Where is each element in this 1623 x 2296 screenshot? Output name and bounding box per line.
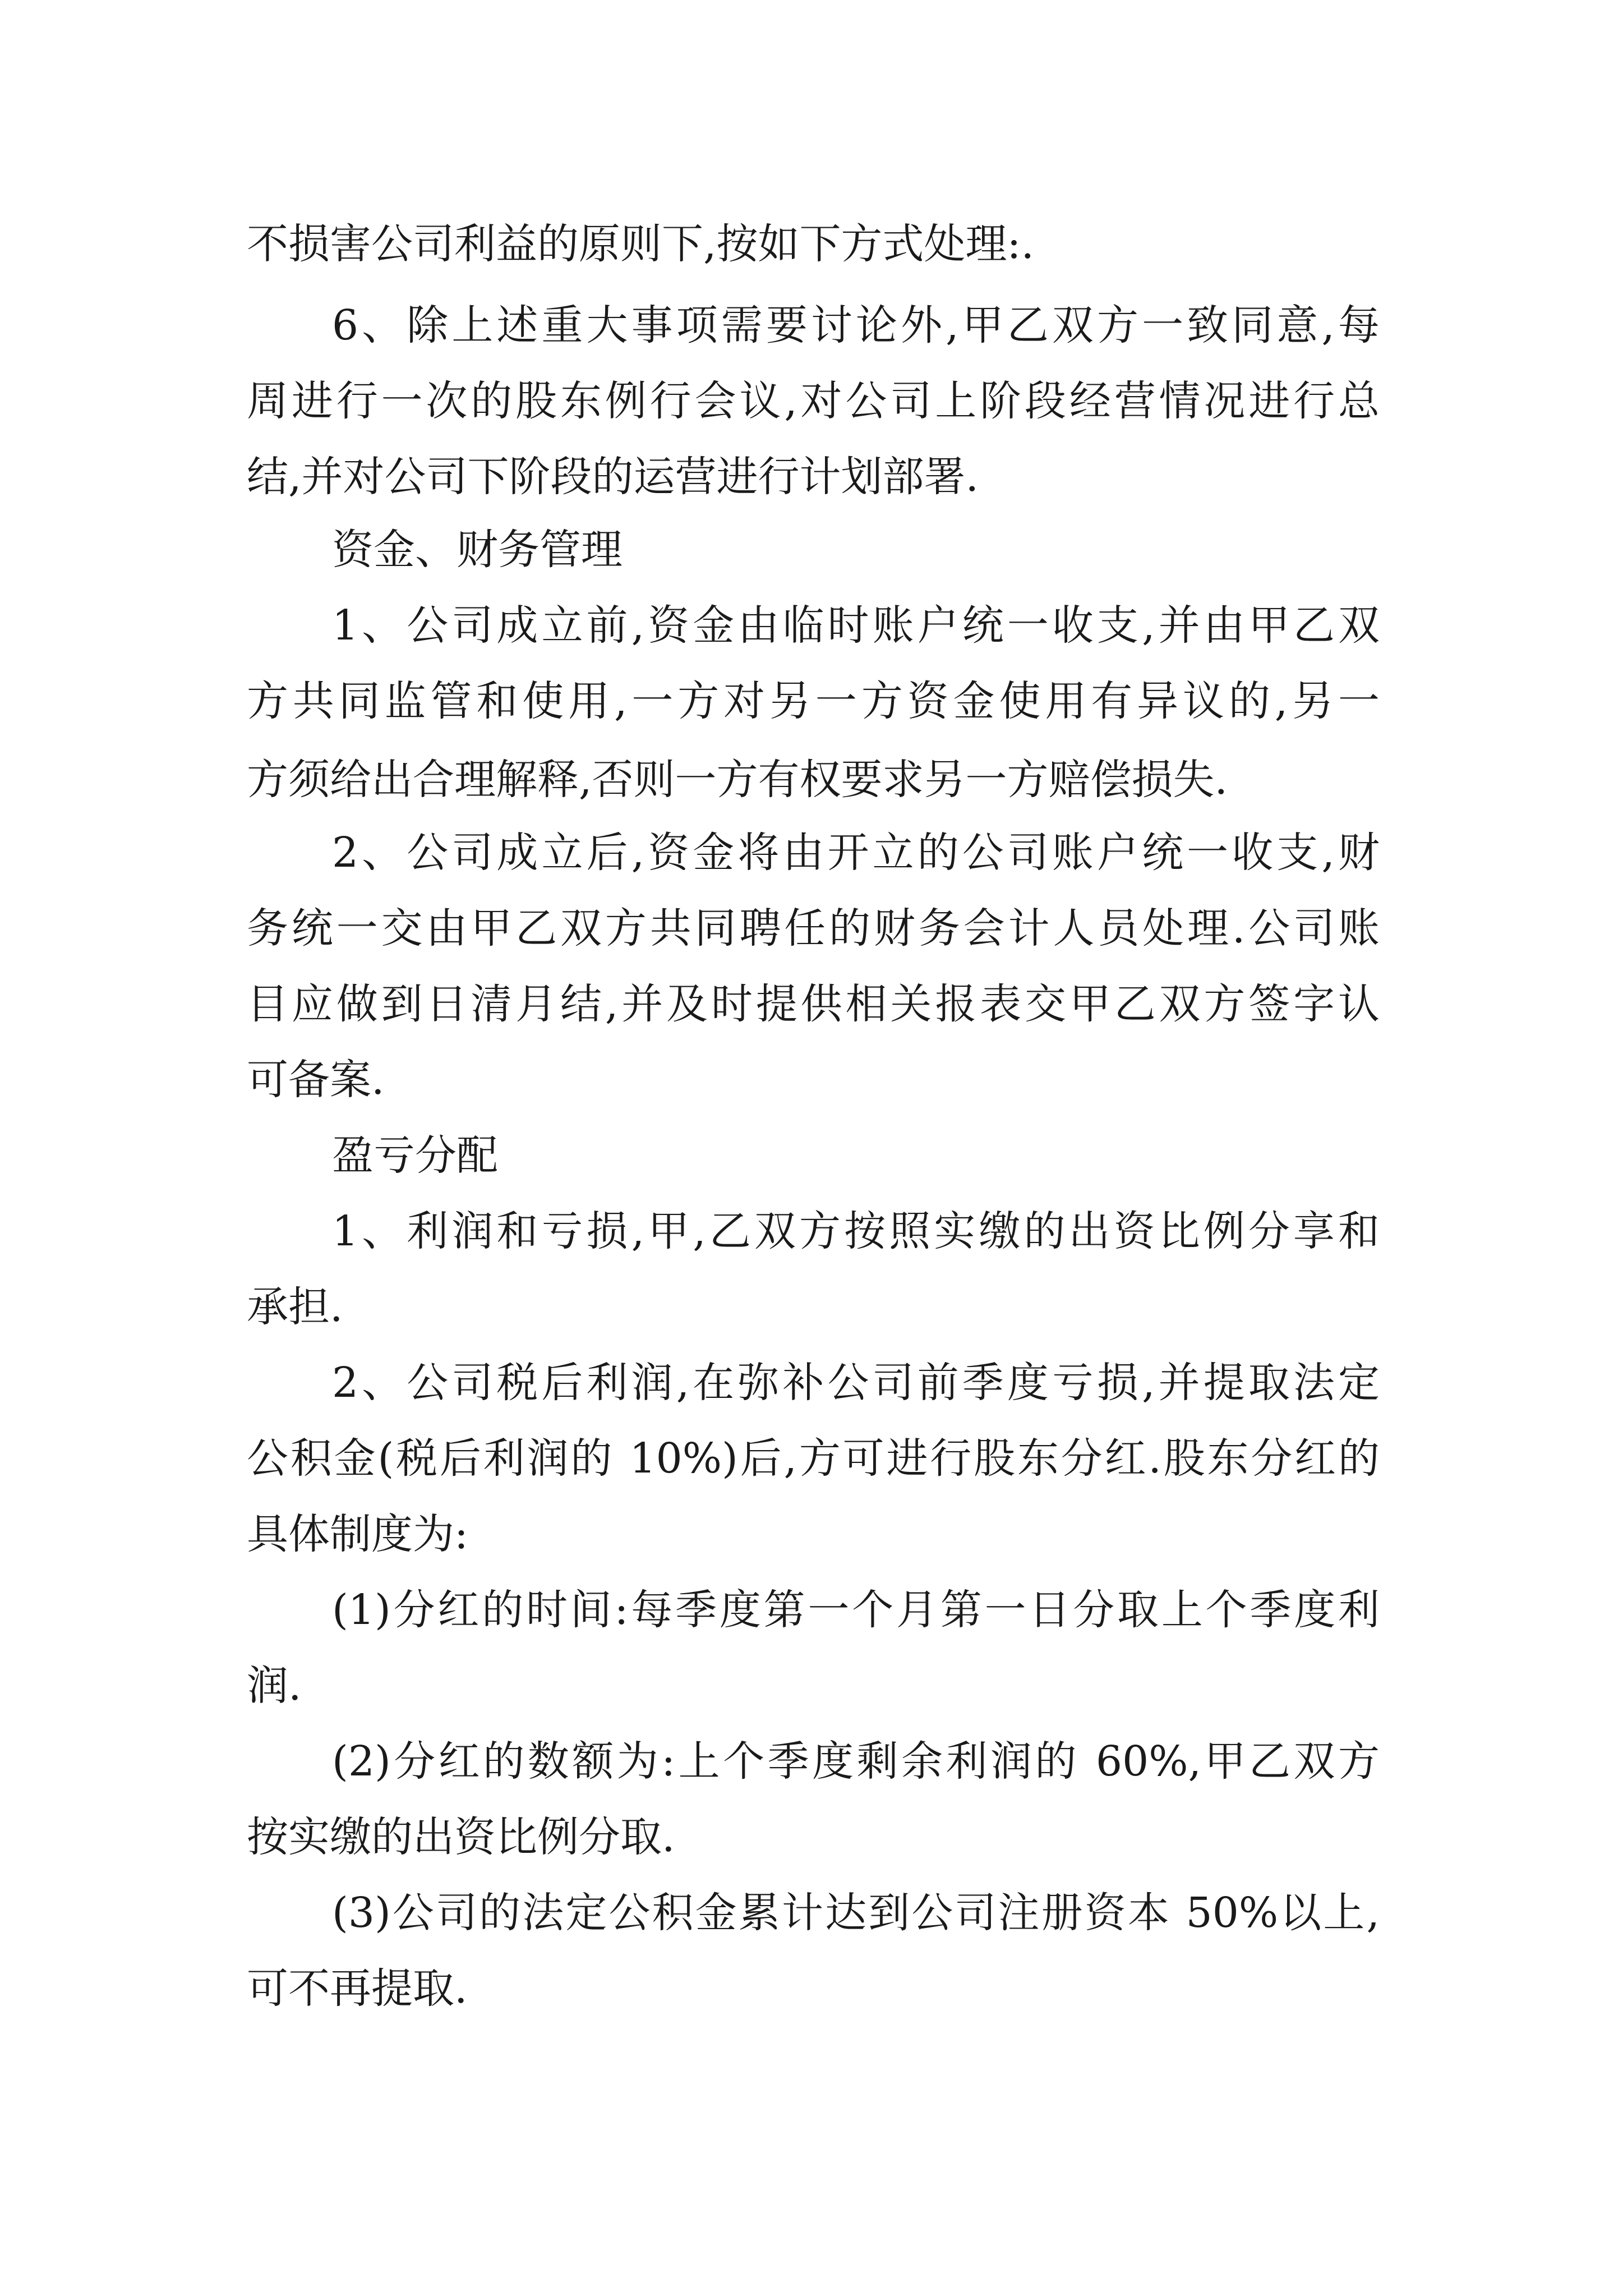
text-line: 周进行一次的股东例行会议,对公司上阶段经营情况进行总 (247, 377, 1380, 425)
text-line: 6、除上述重大事项需要讨论外,甲乙双方一致同意,每 (332, 301, 1380, 349)
text-line: 结,并对公司下阶段的运营进行计划部署. (247, 453, 979, 501)
text-line: 1、公司成立前,资金由临时账户统一收支,并由甲乙双 (332, 601, 1380, 650)
text-line: 承担. (247, 1283, 343, 1331)
text-line: 具体制度为: (247, 1510, 468, 1558)
section-heading: 资金、财务管理 (332, 526, 623, 574)
text-line: 务统一交由甲乙双方共同聘任的财务会计人员处理.公司账 (247, 904, 1380, 953)
text-line: 不损害公司利益的原则下,按如下方式处理:. (247, 220, 1034, 268)
text-line: 2、公司税后利润,在弥补公司前季度亏损,并提取法定 (332, 1359, 1380, 1407)
text-line: (3)公司的法定公积金累计达到公司注册资本 50%以上, (332, 1889, 1380, 1937)
text-line: 按实缴的出资比例分取. (247, 1813, 675, 1861)
text-line: 公积金(税后利润的 10%)后,方可进行股东分红.股东分红的 (247, 1434, 1380, 1483)
text-line: 1、利润和亏损,甲,乙双方按照实缴的出资比例分享和 (332, 1207, 1380, 1255)
text-line: 可不再提取. (247, 1964, 468, 2013)
text-line: (1)分红的时间:每季度第一个月第一日分取上个季度利 (332, 1586, 1380, 1634)
text-line: 润. (247, 1662, 302, 1710)
text-line: 2、公司成立后,资金将由开立的公司账户统一收支,财 (332, 829, 1380, 877)
text-line: 方须给出合理解释,否则一方有权要求另一方赔偿损失. (247, 756, 1228, 804)
section-heading: 盈亏分配 (332, 1131, 498, 1180)
text-line: (2)分红的数额为:上个季度剩余利润的 60%,甲乙双方 (332, 1737, 1380, 1786)
text-line: 目应做到日清月结,并及时提供相关报表交甲乙双方签字认 (247, 980, 1380, 1028)
text-line: 方共同监管和使用,一方对另一方资金使用有异议的,另一 (247, 677, 1380, 725)
text-line: 可备案. (247, 1056, 385, 1104)
